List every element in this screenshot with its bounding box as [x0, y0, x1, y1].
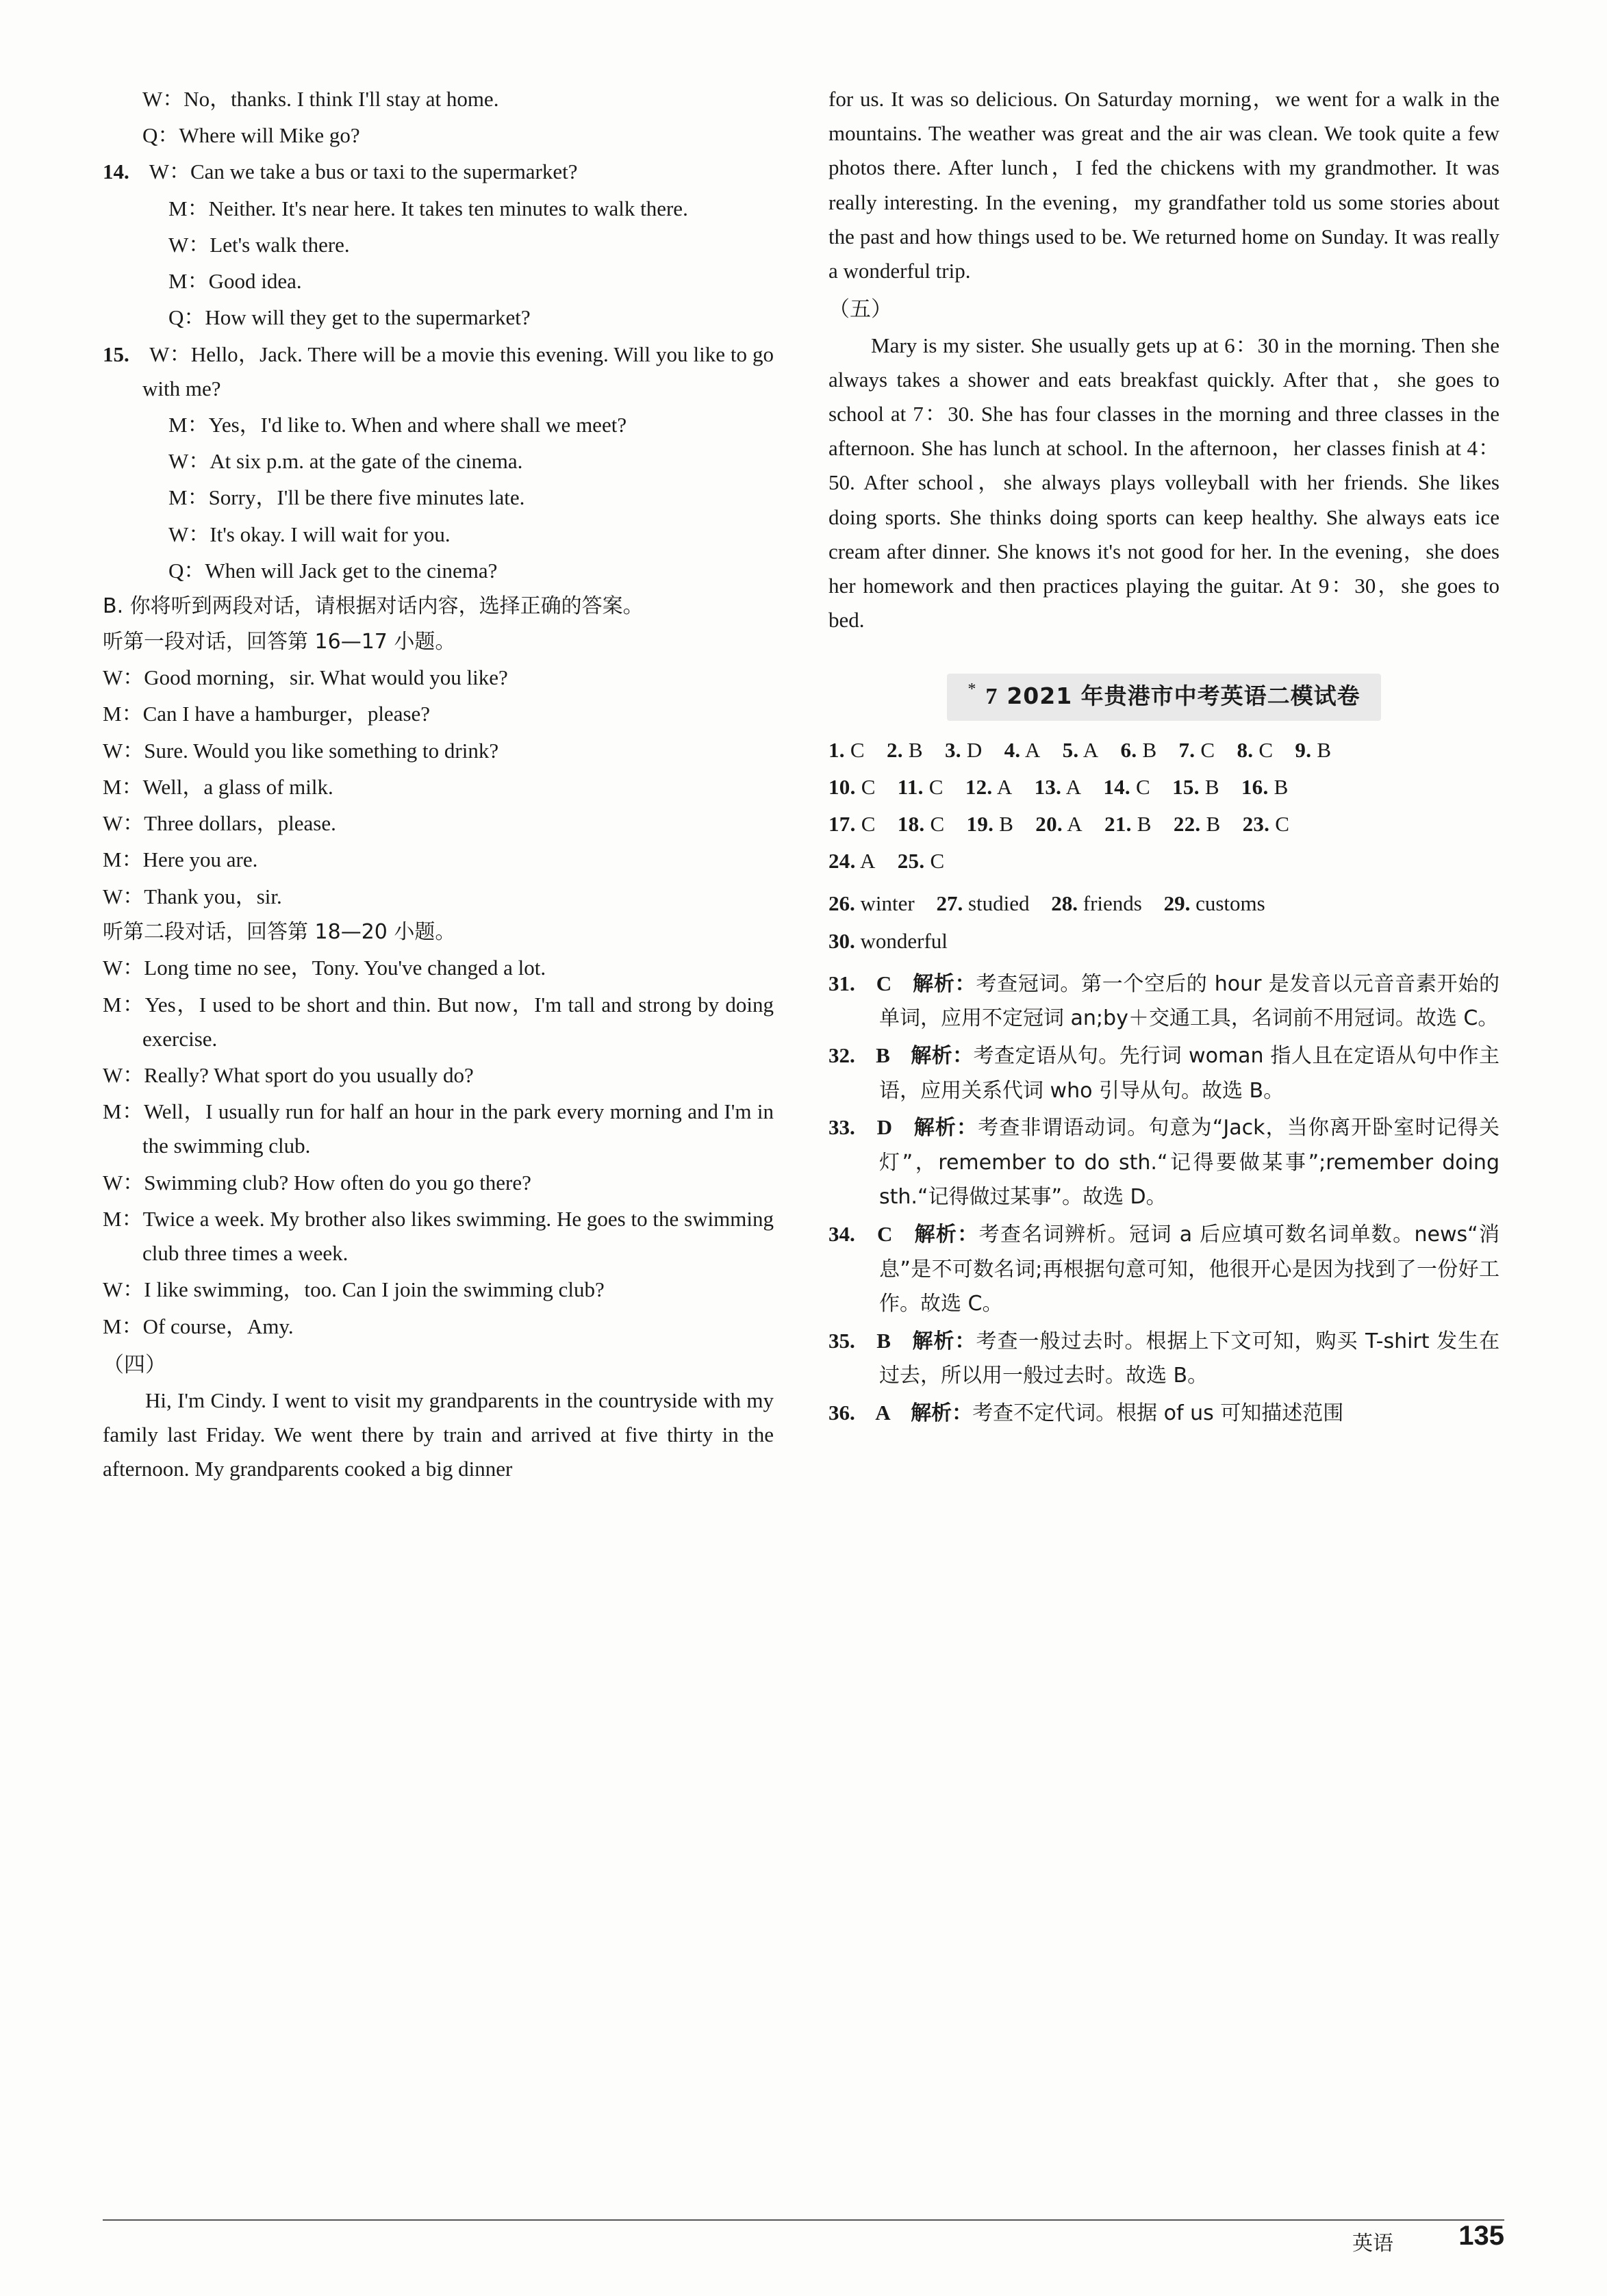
question-number: 17. [828, 812, 856, 837]
question-number: 29. [1163, 891, 1191, 916]
answer-letter: D [966, 737, 983, 762]
answer-word: winter [860, 891, 915, 916]
question-number: 1. [828, 737, 845, 762]
answer-letter: C [850, 737, 865, 762]
question-number: 20. [1035, 812, 1063, 837]
answer-row [828, 770, 1500, 804]
dialog2-line: W：Long time no see，Tony. You've changed a lot. [103, 956, 546, 980]
explanation-item [828, 1396, 1500, 1431]
question-number: 7. [1178, 737, 1195, 762]
script-item-15-line: Q：When will Jack get to the cinema? [168, 558, 498, 583]
answer-letter: C [861, 774, 876, 799]
answer-word: studied [967, 891, 1030, 916]
answer-letter: C [1258, 737, 1274, 762]
dialog1-line: M：Well，a glass of milk. [103, 774, 333, 799]
question-number: 11. [897, 774, 924, 799]
dialog2-line: M：Yes，I used to be short and thin. But now，I'm tall and strong by doing exercise. [103, 992, 774, 1051]
dialog1-line: W：Three dollars，please. [103, 811, 336, 836]
explanation-label: 解析： [913, 1116, 978, 1140]
answer-letter: C [876, 971, 892, 995]
answer-letter: A [1065, 774, 1082, 799]
footer-divider [103, 2219, 1504, 2221]
question-number: 6. [1120, 737, 1137, 762]
explanation-label: 解析： [911, 1401, 973, 1426]
footer-subject: 英语 [1352, 2232, 1393, 2256]
answer-letter: C [928, 774, 944, 799]
script-item-15-line: M：Yes，I'd like to. When and where shall we meet? [168, 412, 627, 437]
dialog2-line: W：Swimming club? How often do you go there? [103, 1170, 531, 1195]
dialog1-heading: 听第一段对话，回答第 16—17 小题。 [103, 629, 456, 654]
question-number: 22. [1173, 812, 1201, 837]
item-text: W：Hello，Jack. There will be a movie this evening. Will you like to go with me? [142, 342, 774, 400]
question-number: 24. [828, 849, 856, 873]
answer-letter: B [1317, 737, 1332, 762]
answer-letter: A [1083, 737, 1099, 762]
question-number: 8. [1237, 737, 1254, 762]
answer-word: wonderful [860, 928, 948, 953]
question-number: 21. [1104, 812, 1132, 837]
answer-row [828, 844, 1500, 878]
answer-letter: C [930, 849, 945, 873]
explanation-label: 解析： [913, 971, 976, 996]
script-item-15 [103, 337, 774, 406]
answer-key-header-inner [947, 674, 1380, 721]
question-number: 35. [828, 1328, 855, 1353]
dialog-line: Q：Where will Mike go? [142, 123, 360, 148]
paper-number: 7 [985, 683, 998, 709]
paper-title: 2021 年贵港市中考英语二模试卷 [1007, 683, 1361, 710]
question-number: 12. [965, 774, 993, 799]
question-number: 16. [1241, 774, 1269, 799]
question-number: 26. [828, 891, 855, 916]
question-number: 15. [1172, 774, 1200, 799]
question-number: 32. [828, 1043, 855, 1068]
answer-letter: A [1067, 812, 1083, 837]
dialog1-line: W：Thank you，sir. [103, 884, 282, 908]
answer-letter: B [1204, 774, 1219, 799]
dialog2-heading: 听第二段对话，回答第 18—20 小题。 [103, 919, 456, 944]
dialog2-line: M：Well，I usually run for half an hour in the park every morning and I'm in the swimming club. [103, 1099, 774, 1158]
explanation-item [828, 1110, 1500, 1214]
question-number: 4. [1004, 737, 1021, 762]
question-number: 31. [828, 971, 855, 995]
answer-letter: B [999, 812, 1014, 837]
answer-letter: C [876, 1222, 893, 1247]
section-four-label: （四） [103, 1352, 166, 1377]
answer-letter: A [996, 774, 1013, 799]
answer-letter: A [875, 1401, 891, 1425]
question-number: 3. [944, 737, 961, 762]
explanation-text: 考查非谓语动词。句意为“Jack，当你离开卧室时记得关灯”，remember to do sth.“记得要做某事”;remember doing sth.“记得做过某事”。故选 D。 [879, 1116, 1500, 1210]
question-number: 19. [966, 812, 994, 837]
question-number: 13. [1034, 774, 1062, 799]
section-four-passage-continued: for us. It was so delicious. On Saturday morning，we went for a walk in the mountains. The weather was great and the air was clean. We took quite a few photos there. After lunch，I fed the chickens with my grandmother. It was really interesting. In the evening，my grandfather told us some stories about the past and how things used to be. We returned home on Sunday. It was really a wonderful trip. [828, 87, 1500, 283]
explanation-item [828, 967, 1500, 1036]
dialog-line: W：No，thanks. I think I'll stay at home. [142, 87, 499, 111]
page-number: 135 [1458, 2221, 1504, 2251]
script-item-14-line: M：Neither. It's near here. It takes ten minutes to walk there. [168, 196, 688, 220]
right-column [828, 82, 1500, 2177]
star-icon: * [967, 680, 976, 699]
section-five-passage: Mary is my sister. She usually gets up at 6：30 in the morning. Then she always takes a shower and eats breakfast quickly. After that，she goes to school at 7：30. She has four classes in the morning and three classes in the afternoon. She has lunch at school. In the afternoon，her classes finish at 4：50. After school，she always plays volleyball with her friends. She likes doing sports. She thinks doing sports can keep healthy. She always eats ice cream after dinner. She knows it's not good for her. In the evening，she does her homework and then practices playing the guitar. At 9：30，she goes to bed. [828, 333, 1500, 633]
answer-word: customs [1195, 891, 1265, 916]
answer-letter: B [1137, 812, 1152, 837]
script-item-14-line: W：Let's walk there. [168, 232, 350, 257]
script-item-15-line: W：It's okay. I will wait for you. [168, 522, 451, 546]
page-footer [103, 2219, 1504, 2260]
question-number: 23. [1242, 812, 1270, 837]
script-item-15-line: M：Sorry，I'll be there five minutes late. [168, 485, 525, 510]
explanation-text: 考查一般过去时。根据上下文可知，购买 T-shirt 发生在过去，所以用一般过去时。故选 B。 [879, 1329, 1500, 1388]
answer-letter: A [860, 849, 876, 873]
explanation-label: 解析： [912, 1329, 976, 1353]
answer-key-header [828, 674, 1500, 721]
dialog2-line: W：Really? What sport do you usually do? [103, 1063, 474, 1088]
question-number: 30. [828, 928, 855, 953]
fill-answer-row [828, 924, 1500, 958]
script-item-14-line: Q：How will they get to the supermarket? [168, 305, 531, 330]
question-number: 27. [936, 891, 963, 916]
question-number: 9. [1295, 737, 1312, 762]
answer-row [828, 733, 1500, 767]
explanation-text: 考查名词辨析。冠词 a 后应填可数名词单数。news“消息”是不可数名词;再根据句意可知，他很开心是因为找到了一份好工作。故选 C。 [879, 1223, 1500, 1316]
question-number: 5. [1062, 737, 1079, 762]
question-number: 34. [828, 1222, 855, 1247]
answer-letter: B [1142, 737, 1157, 762]
question-number: 18. [897, 812, 925, 837]
answer-letter: A [1024, 737, 1041, 762]
answer-letter: C [1136, 774, 1151, 799]
dialog2-line: W：I like swimming，too. Can I join the swimming club? [103, 1277, 605, 1302]
explanation-item [828, 1217, 1500, 1321]
question-number: 2. [886, 737, 903, 762]
item-number: 15. [103, 342, 129, 366]
fill-answer-row [828, 886, 1500, 921]
answer-letter: B [876, 1328, 891, 1353]
question-number: 33. [828, 1115, 855, 1140]
answer-letter: C [930, 812, 945, 837]
answer-word: friends [1083, 891, 1142, 916]
explanation-label: 解析： [911, 1044, 974, 1069]
answer-letter: C [1200, 737, 1215, 762]
answer-letter: C [861, 812, 876, 837]
question-number: 10. [828, 774, 856, 799]
dialog2-line: M：Of course，Amy. [103, 1314, 294, 1338]
explanation-item [828, 1324, 1500, 1393]
explanation-text: 考查不定代词。根据 of us 可知描述范围 [972, 1401, 1344, 1426]
explanation-item [828, 1038, 1500, 1108]
section-five-label: （五） [828, 297, 892, 322]
dialog1-line: M：Here you are. [103, 847, 258, 872]
question-number: 25. [897, 849, 925, 873]
page-content [103, 82, 1500, 2177]
dialog1-line: W：Good morning，sir. What would you like? [103, 665, 508, 690]
answer-letter: B [1206, 812, 1221, 837]
question-number: 28. [1051, 891, 1078, 916]
answer-letter: D [876, 1115, 892, 1140]
item-text: W：Can we take a bus or taxi to the supermarket? [149, 160, 578, 184]
question-number: 14. [1103, 774, 1130, 799]
script-item-14 [103, 155, 774, 189]
dialog1-line: M：Can I have a hamburger，please? [103, 702, 431, 726]
answer-letter: B [908, 737, 923, 762]
answer-letter: B [876, 1043, 890, 1068]
explanation-label: 解析： [914, 1223, 979, 1247]
dialog1-line: W：Sure. Would you like something to drink? [103, 738, 499, 763]
left-column [103, 82, 774, 2177]
part-b-instruction: B. 你将听到两段对话，请根据对话内容，选择正确的答案。 [103, 594, 644, 619]
question-number: 36. [828, 1401, 855, 1425]
item-number: 14. [103, 160, 129, 184]
dialog2-line: M：Twice a week. My brother also likes swimming. He goes to the swimming club three times a week. [103, 1206, 774, 1266]
script-item-14-line: M：Good idea. [168, 269, 302, 294]
explanation-text: 考查冠词。第一个空后的 hour 是发音以元音音素开始的单词，应用不定冠词 an;by＋交通工具，名词前不用冠词。故选 C。 [879, 971, 1500, 1031]
script-item-15-line: W：At six p.m. at the gate of the cinema. [168, 449, 523, 474]
answer-letter: C [1275, 812, 1290, 837]
section-four-passage: Hi, I'm Cindy. I went to visit my grandparents in the countryside with my family last Friday. We went there by train and arrived at five thirty in the afternoon. My grandparents cooked a big dinner [103, 1388, 774, 1481]
answer-row [828, 807, 1500, 841]
explanation-text: 考查定语从句。先行词 woman 指人且在定语从句中作主语，应用关系代词 who 引导从句。故选 B。 [879, 1044, 1500, 1103]
answer-letter: B [1274, 774, 1289, 799]
